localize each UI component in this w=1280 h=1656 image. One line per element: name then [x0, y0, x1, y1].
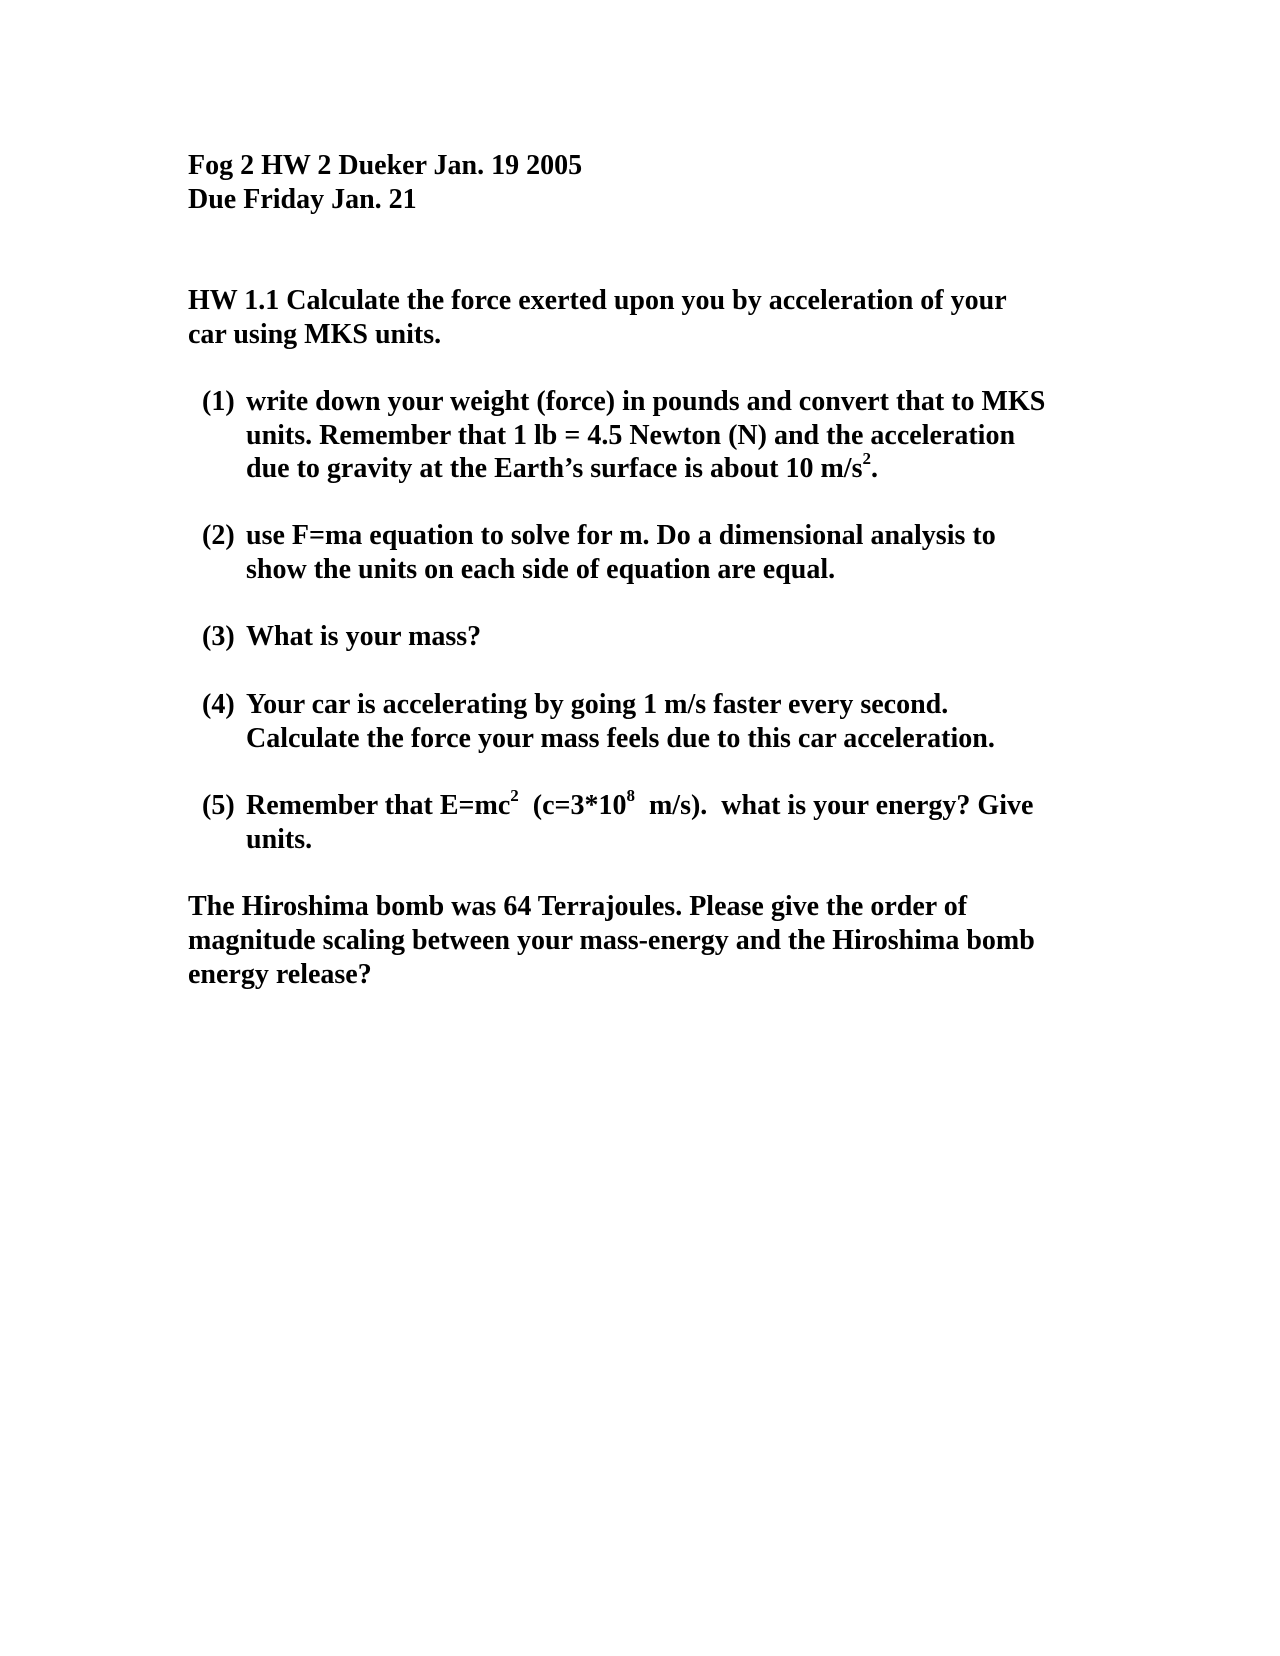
closing-line-1: The Hiroshima bomb was 64 Terrajoules. Please give the order of [188, 891, 968, 922]
closing-line-2: magnitude scaling between your mass-energy and the Hiroshima bomb [188, 925, 1035, 956]
item-1-superscript: 2 [862, 448, 871, 468]
item-3-text-1: What is your mass? [246, 621, 482, 652]
item-2-line-1 [202, 519, 996, 553]
item-3-number: (3) [202, 621, 235, 652]
item-2-number: (2) [202, 520, 235, 551]
item-5-text-1b: (c=3*10 [518, 790, 627, 821]
header-line-1: Fog 2 HW 2 Dueker Jan. 19 2005 [188, 150, 583, 181]
item-5-superscript-2: 8 [626, 785, 635, 805]
item-1-text-3-end: . [870, 453, 878, 484]
item-5-superscript-1: 2 [510, 785, 519, 805]
item-5-text-1a: Remember that E=mc [246, 790, 511, 821]
item-4-number: (4) [202, 689, 235, 720]
item-1-text-3: due to gravity at the Earth’s surface is about 10 m/s [246, 453, 863, 484]
item-1-line-2: units. Remember that 1 lb = 4.5 Newton (N) and the acceleration [246, 420, 1016, 451]
closing-line-3: energy release? [188, 959, 372, 990]
item-5-line-1 [202, 785, 1034, 823]
item-1-text-1: write down your weight (force) in pounds and convert that to MKS [246, 386, 1046, 417]
item-1-number: (1) [202, 386, 235, 417]
intro-line-1: HW 1.1 Calculate the force exerted upon you by acceleration of your [188, 285, 1007, 316]
item-2-line-2: show the units on each side of equation are equal. [246, 554, 836, 585]
item-1-line-3 [246, 448, 878, 486]
item-5-number: (5) [202, 790, 235, 821]
item-3-line-1 [202, 620, 481, 654]
intro-line-2: car using MKS units. [188, 319, 442, 350]
item-4-text-1: Your car is accelerating by going 1 m/s faster every second. [246, 689, 949, 720]
item-2-text-1: use F=ma equation to solve for m. Do a dimensional analysis to [246, 520, 996, 551]
item-1-line-1 [202, 385, 1045, 419]
item-5-text-1c: m/s). what is your energy? Give [634, 790, 1034, 821]
item-5-line-2: units. [246, 824, 313, 855]
item-4-line-1 [202, 688, 948, 722]
header-line-2: Due Friday Jan. 21 [188, 184, 417, 215]
item-4-line-2: Calculate the force your mass feels due to this car acceleration. [246, 723, 995, 754]
